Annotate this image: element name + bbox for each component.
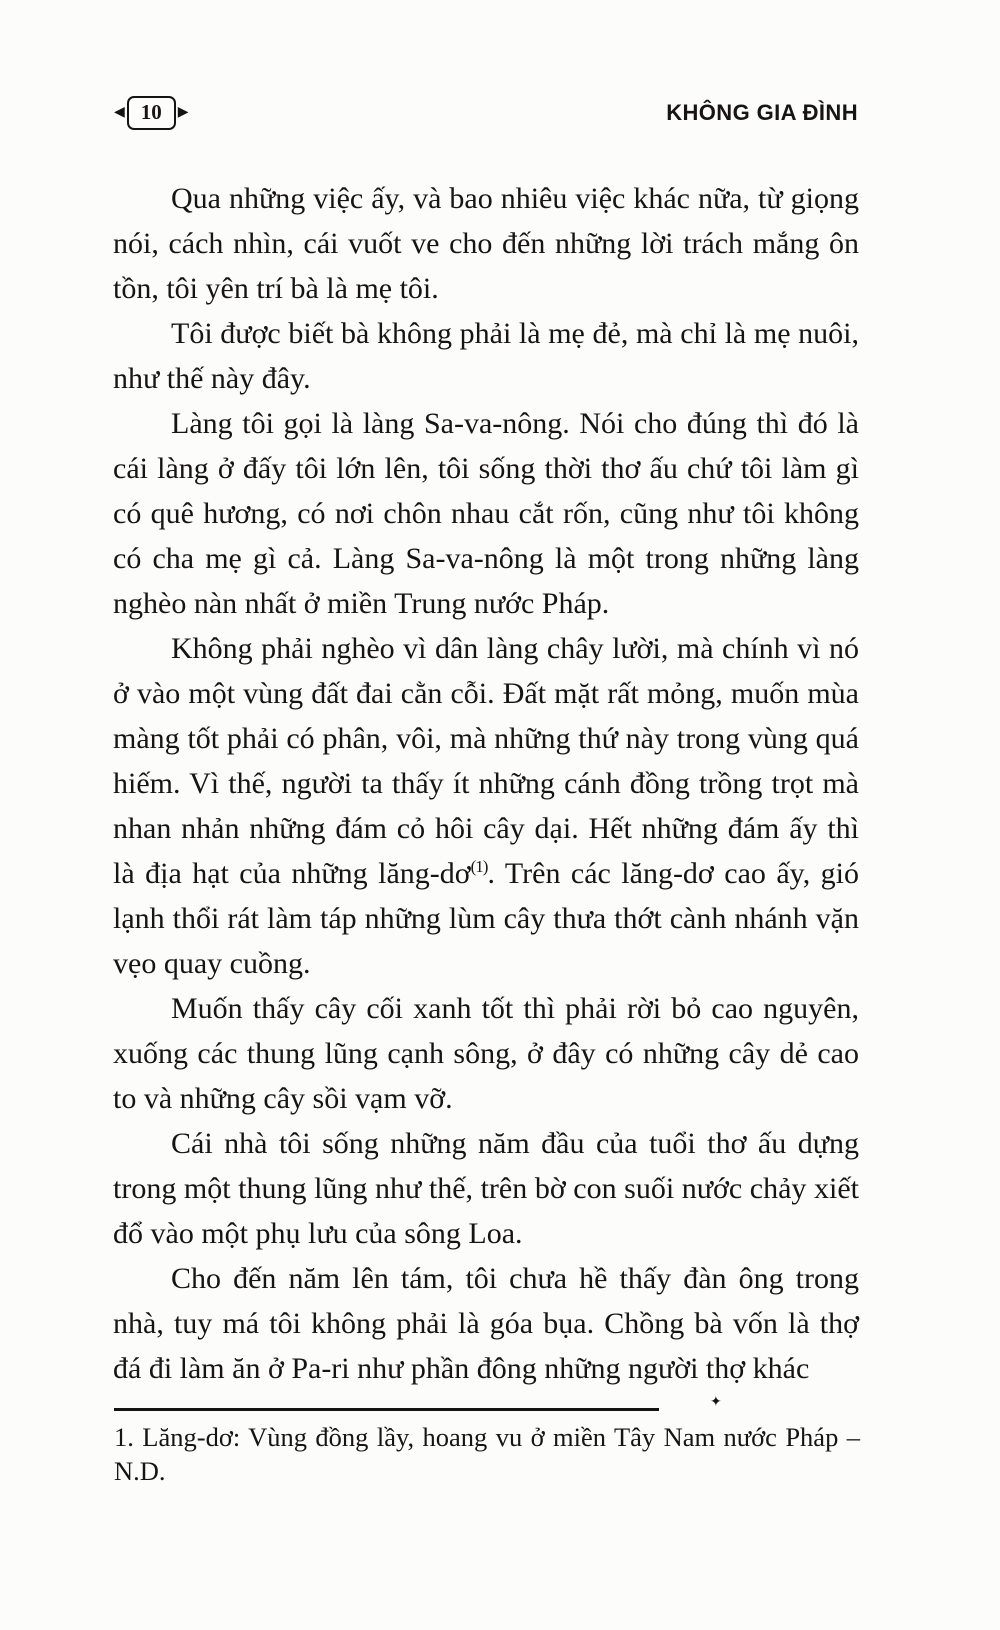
- paragraph: Cho đến năm lên tám, tôi chưa hề thấy đàn ông trong nhà, tuy má tôi không phải là góa bụa. Chồng bà vốn là thợ đá đi làm ăn ở Pa-ri như phần đông những người thợ khác: [113, 1262, 859, 1385]
- page-number: 10: [127, 96, 176, 130]
- page-header: [114, 96, 858, 130]
- left-arrow-icon: ◀: [114, 105, 125, 120]
- paragraph: Qua những việc ấy, và bao nhiêu việc khác nữa, từ giọng nói, cách nhìn, cái vuốt ve cho đến những lời trách mắng ôn tồn, tôi yên trí bà là mẹ tôi.: [113, 182, 859, 305]
- footnote-divider: [114, 1408, 659, 1411]
- footnote-ref: (1): [470, 857, 488, 876]
- footnote: [114, 1395, 860, 1488]
- paragraph: Muốn thấy cây cối xanh tốt thì phải rời bỏ cao nguyên, xuống các thung lũng cạnh sông, ở đây có những cây dẻ cao to và những cây sồi vạm vỡ.: [113, 992, 859, 1115]
- book-title: KHÔNG GIA ĐÌNH: [666, 100, 858, 125]
- paragraph: Cái nhà tôi sống những năm đầu của tuổi thơ ấu dựng trong một thung lũng như thế, trên bờ con suối nước chảy xiết đổ vào một phụ lưu của sông Loa.: [113, 1127, 859, 1250]
- right-arrow-icon: ▶: [177, 105, 189, 120]
- paragraph-text: . Trên các lăng-dơ cao ấy, gió lạnh thổi rát làm táp những lùm cây thưa thớt cành nhánh vặn vẹo quay cuồng.: [113, 857, 859, 980]
- page-number-badge: [114, 96, 189, 130]
- paragraph: Làng tôi gọi là làng Sa-va-nông. Nói cho đúng thì đó là cái làng ở đấy tôi lớn lên, tôi sống thời thơ ấu chứ tôi làm gì có quê hương, có nơi chôn nhau cắt rốn, cũng như tôi không có cha mẹ gì cả. Làng Sa-va-nông là một trong những làng nghèo nàn nhất ở miền Trung nước Pháp.: [113, 407, 859, 620]
- paragraph-text: Không phải nghèo vì dân làng chây lười, mà chính vì nó ở vào một vùng đất đai cằn cỗi. Đất mặt rất mỏng, muốn mùa màng tốt phải có phân, vôi, mà những thứ này trong vùng quá hiếm. Vì thế, người ta thấy ít những cánh đồng trồng trọt mà nhan nhản những đám cỏ hôi cây dại. Hết những đám ấy thì là địa hạt của những lăng-dơ: [113, 632, 859, 890]
- footnote-text: 1. Lăng-dơ: Vùng đồng lầy, hoang vu ở miền Tây Nam nước Pháp – N.D.: [114, 1422, 860, 1486]
- body-text: [113, 176, 859, 1391]
- ink-mark-icon: ✦: [710, 1395, 722, 1410]
- paragraph: Tôi được biết bà không phải là mẹ đẻ, mà chỉ là mẹ nuôi, như thế này đây.: [113, 317, 859, 395]
- paragraph: [113, 626, 859, 986]
